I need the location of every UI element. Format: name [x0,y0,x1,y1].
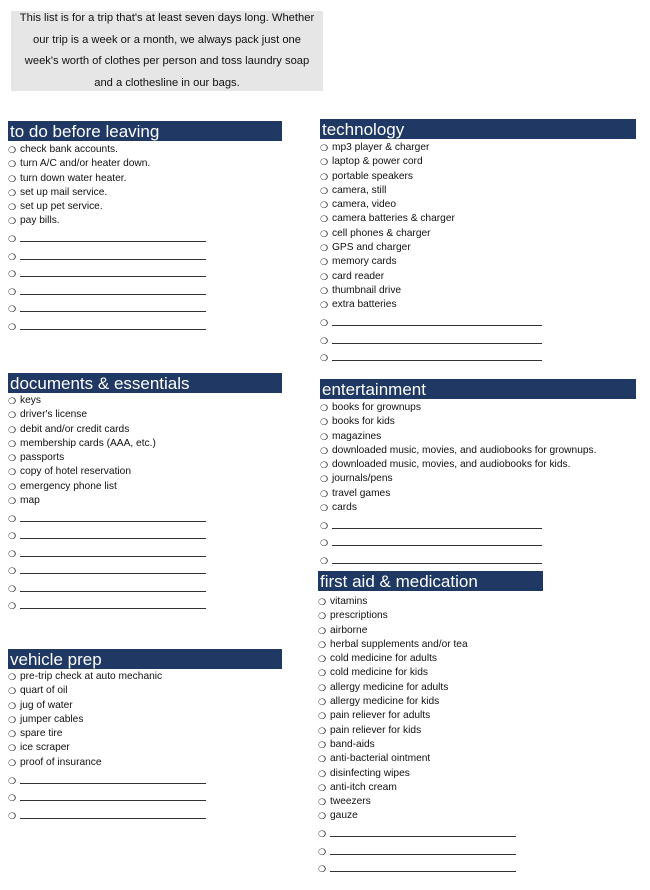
checkbox-circle-icon[interactable]: ❍ [8,583,17,594]
checkbox-circle-icon[interactable]: ❍ [8,396,17,406]
checkbox-circle-icon[interactable]: ❍ [318,846,327,857]
blank-checklist-item[interactable] [8,264,282,282]
section-entertainment [320,379,636,568]
checklist-item-label: travel games [332,487,391,499]
checklist-item-label: cold medicine for adults [330,653,438,665]
blank-checklist-item[interactable] [8,281,282,299]
checklist-item-label: herbal supplements and/or tea [330,638,468,650]
write-in-line[interactable] [20,608,206,609]
checkbox-circle-icon[interactable]: ❍ [318,697,327,708]
checkbox-circle-icon[interactable]: ❍ [8,531,17,542]
checklist-item[interactable] [320,472,636,486]
checklist-item[interactable] [318,695,543,709]
write-in-line[interactable] [20,259,206,260]
checkbox-circle-icon[interactable]: ❍ [318,768,327,779]
checkbox-circle-icon[interactable]: ❍ [320,417,329,428]
intro-box [11,11,323,91]
checklist-item[interactable] [8,494,282,508]
checkbox-circle-icon[interactable]: ❍ [320,431,329,442]
checkbox-circle-icon[interactable]: ❍ [8,234,17,245]
checkbox-circle-icon[interactable]: ❍ [8,793,17,804]
checkbox-circle-icon[interactable]: ❍ [8,187,17,198]
blank-checklist-item[interactable] [8,246,282,264]
blank-checklist-item[interactable] [8,543,282,561]
blank-checklist-item[interactable] [320,313,636,331]
checklist-item-label: copy of hotel reservation [20,466,131,478]
blank-checklist-item[interactable] [318,859,543,877]
checklist-item-label: turn down water heater. [20,172,127,184]
checklist-item-label: set up mail service. [20,186,108,198]
blank-checklist-item[interactable] [8,526,282,544]
checklist-item-label: downloaded music, movies, and audiobooks for grownups. [332,444,597,456]
checkbox-circle-icon[interactable]: ❍ [318,711,327,722]
checkbox-circle-icon[interactable]: ❍ [318,625,327,636]
write-in-line[interactable] [20,521,206,522]
checkbox-circle-icon[interactable]: ❍ [8,496,17,507]
checkbox-circle-icon[interactable]: ❍ [318,864,327,875]
checklist-item[interactable] [318,752,543,766]
checkbox-circle-icon[interactable]: ❍ [8,601,17,612]
checklist-item[interactable] [8,394,282,408]
checklist-item[interactable] [8,465,282,479]
checklist-item-label: spare tire [20,728,63,740]
checklist-item[interactable] [8,741,282,755]
blank-checklist-item[interactable] [8,508,282,526]
checklist-item[interactable] [318,738,543,752]
section-documents [8,373,282,613]
checklist [320,401,636,568]
write-in-line[interactable] [20,783,206,784]
checklist-item[interactable] [320,430,636,444]
checkbox-circle-icon[interactable]: ❍ [320,403,329,413]
section-title: documents & essentials [8,373,282,393]
write-in-line[interactable] [20,276,206,277]
checkbox-circle-icon[interactable]: ❍ [318,811,327,822]
checkbox-circle-icon[interactable]: ❍ [318,639,327,650]
checkbox-circle-icon[interactable]: ❍ [320,474,329,485]
checklist-item-label: portable speakers [332,170,413,182]
checklist-item[interactable] [320,444,636,458]
checklist-item[interactable] [320,227,636,241]
blank-checklist-item[interactable] [8,299,282,317]
checklist-item[interactable] [318,652,543,666]
blank-checklist-item[interactable] [318,841,543,859]
checkbox-circle-icon[interactable]: ❍ [318,754,327,765]
checklist-item-label: pain reliever for adults [330,710,431,722]
checklist-item[interactable] [8,172,282,186]
checklist-item[interactable] [320,487,636,501]
write-in-line[interactable] [330,854,516,855]
checklist-item[interactable] [318,767,543,781]
checklist-item-label: camera, video [332,199,396,211]
checkbox-circle-icon[interactable]: ❍ [8,216,17,227]
write-in-line[interactable] [332,563,542,564]
checklist-item[interactable] [318,781,543,795]
checklist-item[interactable] [8,756,282,770]
checklist-item-label: band-aids [330,738,375,750]
write-in-line[interactable] [330,836,516,837]
checklist-item-label: debit and/or credit cards [20,423,130,435]
checklist-item[interactable] [8,408,282,422]
checkbox-circle-icon[interactable]: ❍ [320,143,329,153]
checkbox-circle-icon[interactable]: ❍ [320,353,329,364]
checkbox-circle-icon[interactable]: ❍ [8,700,17,711]
checkbox-circle-icon[interactable]: ❍ [8,251,17,262]
blank-checklist-item[interactable] [8,229,282,247]
blank-checklist-item[interactable] [8,596,282,614]
checkbox-circle-icon[interactable]: ❍ [320,503,329,514]
checkbox-circle-icon[interactable]: ❍ [318,611,327,622]
checklist-item[interactable] [320,458,636,472]
write-in-line[interactable] [332,528,542,529]
section-first-aid [318,571,543,876]
checklist-item-label: magazines [332,430,382,442]
section-title: to do before leaving [8,121,282,141]
checklist [8,670,282,823]
checklist-item[interactable] [318,595,543,609]
checklist-item-label: books for grownups [332,402,421,413]
checklist-item-label: pain reliever for kids [330,724,422,736]
checkbox-circle-icon[interactable]: ❍ [8,775,17,786]
checkbox-circle-icon[interactable]: ❍ [318,829,327,840]
checklist-item-label: jug of water [20,699,73,711]
checklist-item-label: thumbnail drive [332,284,402,296]
checklist-item-label: laptop & power cord [332,156,423,168]
checkbox-circle-icon[interactable]: ❍ [8,159,17,170]
checkbox-circle-icon[interactable]: ❍ [8,304,17,315]
checklist-item[interactable] [8,437,282,451]
write-in-line[interactable] [20,556,206,557]
checklist-item[interactable] [318,795,543,809]
checklist-item-label: cold medicine for kids [330,667,428,679]
checklist-item-label: disinfecting wipes [330,767,410,779]
checklist-item[interactable] [8,670,282,684]
checkbox-circle-icon[interactable]: ❍ [8,269,17,280]
checklist-item[interactable] [318,638,543,652]
section-technology [320,119,636,365]
checkbox-circle-icon[interactable]: ❍ [8,453,17,464]
write-in-line[interactable] [20,241,206,242]
checklist-item[interactable] [320,415,636,429]
checklist [320,141,636,365]
checkbox-circle-icon[interactable]: ❍ [320,200,329,211]
write-in-line[interactable] [20,800,206,801]
section-title: first aid & medication [318,571,543,591]
blank-checklist-item[interactable] [8,788,282,806]
checklist-item[interactable] [8,423,282,437]
checkbox-circle-icon[interactable]: ❍ [318,782,327,793]
write-in-line[interactable] [20,294,206,295]
blank-checklist-item[interactable] [320,550,636,568]
checklist-item[interactable] [320,270,636,284]
checklist-item[interactable] [320,284,636,298]
checkbox-circle-icon[interactable]: ❍ [320,488,329,499]
checkbox-circle-icon[interactable]: ❍ [320,214,329,225]
checklist-item[interactable] [8,214,282,228]
blank-checklist-item[interactable] [8,770,282,788]
checklist-item-label: driver's license [20,409,88,421]
checklist-item[interactable] [320,155,636,169]
checkbox-circle-icon[interactable]: ❍ [318,682,327,693]
checklist-item-label: membership cards (AAA, etc.) [20,437,156,449]
checkbox-circle-icon[interactable]: ❍ [8,729,17,740]
write-in-line[interactable] [20,329,206,330]
checklist-item-label: set up pet service. [20,201,103,213]
checkbox-circle-icon[interactable]: ❍ [8,173,17,184]
checklist-item-label: proof of insurance [20,756,102,768]
checklist-item-label: airborne [330,624,368,636]
checklist-item-label: anti-itch cream [330,781,397,793]
checkbox-circle-icon[interactable]: ❍ [320,285,329,296]
checklist-item-label: extra batteries [332,299,397,311]
write-in-line[interactable] [332,325,542,326]
checkbox-circle-icon[interactable]: ❍ [8,757,17,768]
checklist-item-label: passports [20,452,65,464]
blank-checklist-item[interactable] [320,348,636,366]
checklist-item[interactable] [318,609,543,623]
checkbox-circle-icon[interactable]: ❍ [318,797,327,808]
checkbox-circle-icon[interactable]: ❍ [320,257,329,268]
checklist-item[interactable] [318,724,543,738]
checklist-item-label: pay bills. [20,215,60,227]
section-to-do [8,121,282,334]
checkbox-circle-icon[interactable]: ❍ [320,520,329,531]
checklist-item-label: emergency phone list [20,480,117,492]
checklist-item[interactable] [8,684,282,698]
checklist-item-label: cell phones & charger [332,227,431,239]
checklist-item-label: camera batteries & charger [332,213,455,225]
checkbox-circle-icon[interactable]: ❍ [8,714,17,725]
checklist-item-label: cards [332,502,357,514]
checklist-item[interactable] [8,699,282,713]
checklist-item[interactable] [320,170,636,184]
checklist-item[interactable] [320,298,636,312]
checklist-item[interactable] [320,255,636,269]
blank-checklist-item[interactable] [8,805,282,823]
checklist-item[interactable] [8,143,282,157]
checkbox-circle-icon[interactable]: ❍ [8,410,17,421]
checklist-item[interactable] [320,198,636,212]
checklist-item[interactable] [8,200,282,214]
checklist-item-label: map [20,495,40,507]
checkbox-circle-icon[interactable]: ❍ [320,538,329,549]
checklist-item-label: allergy medicine for kids [330,696,440,708]
checkbox-circle-icon[interactable]: ❍ [8,481,17,492]
checklist-item-label: vitamins [330,596,368,607]
checkbox-circle-icon[interactable]: ❍ [8,686,17,697]
checklist-item-label: memory cards [332,256,397,268]
checklist-item-label: downloaded music, movies, and audiobooks for kids. [332,459,571,471]
checkbox-circle-icon[interactable]: ❍ [318,597,327,607]
checklist-item-label: card reader [332,270,385,282]
checklist-item-label: journals/pens [332,473,393,485]
blank-checklist-item[interactable] [320,330,636,348]
section-vehicle-prep [8,649,282,823]
section-title: vehicle prep [8,649,282,669]
checkbox-circle-icon[interactable]: ❍ [320,300,329,311]
checkbox-circle-icon[interactable]: ❍ [318,654,327,665]
checklist-item[interactable] [318,809,543,823]
checkbox-circle-icon[interactable]: ❍ [8,286,17,297]
checklist [318,595,543,876]
checkbox-circle-icon[interactable]: ❍ [8,438,17,449]
checkbox-circle-icon[interactable]: ❍ [320,460,329,471]
checklist-item[interactable] [318,709,543,723]
checklist-item-label: anti-bacterial ointment [330,753,431,765]
blank-checklist-item[interactable] [8,561,282,579]
write-in-line[interactable] [20,311,206,312]
checklist-item-label: ice scraper [20,742,70,754]
checklist-item[interactable] [320,401,636,415]
checklist-item-label: gauze [330,810,358,822]
write-in-line[interactable] [20,591,206,592]
checklist-item[interactable] [318,666,543,680]
checklist [8,143,282,334]
checklist-item-label: mp3 player & charger [332,142,430,153]
blank-checklist-item[interactable] [8,578,282,596]
write-in-line[interactable] [332,343,542,344]
checkbox-circle-icon[interactable]: ❍ [320,185,329,196]
write-in-line[interactable] [332,360,542,361]
checklist-item-label: turn A/C and/or heater down. [20,158,151,170]
checklist-item[interactable] [318,624,543,638]
checklist-item-label: keys [20,395,41,406]
checkbox-circle-icon[interactable]: ❍ [320,271,329,282]
write-in-line[interactable] [20,573,206,574]
checklist-item[interactable] [320,501,636,515]
checklist-item-label: quart of oil [20,685,68,697]
checklist-item[interactable] [8,186,282,200]
checkbox-circle-icon[interactable]: ❍ [320,555,329,566]
checklist-item-label: check bank accounts. [20,144,118,155]
checklist [8,394,282,613]
checklist-item[interactable] [8,480,282,494]
checkbox-circle-icon[interactable]: ❍ [320,445,329,456]
checkbox-circle-icon[interactable]: ❍ [318,725,327,736]
checklist-item-label: pre-trip check at auto mechanic [20,671,163,682]
write-in-line[interactable] [330,871,516,872]
checklist-item-label: allergy medicine for adults [330,681,449,693]
section-title: technology [320,119,636,139]
checklist-item-label: tweezers [330,796,371,808]
checkbox-circle-icon[interactable]: ❍ [320,157,329,168]
write-in-line[interactable] [20,538,206,539]
checkbox-circle-icon[interactable]: ❍ [8,672,17,682]
checkbox-circle-icon[interactable]: ❍ [8,743,17,754]
intro-text: This list is for a trip that's at least seven days long. Whether our trip is a week or a month, we always pack just one week's worth of clothes per person and toss laundry soap and a clothesline in our bags. [19,12,315,89]
write-in-line[interactable] [332,545,542,546]
checklist-item-label: books for kids [332,416,395,428]
checklist-item[interactable] [320,141,636,155]
checkbox-circle-icon[interactable]: ❍ [320,243,329,254]
blank-checklist-item[interactable] [8,316,282,334]
checkbox-circle-icon[interactable]: ❍ [320,228,329,239]
checklist-item[interactable] [8,727,282,741]
checklist-item[interactable] [8,451,282,465]
checklist-item-label: prescriptions [330,610,388,622]
checkbox-circle-icon[interactable]: ❍ [320,335,329,346]
checkbox-circle-icon[interactable]: ❍ [8,424,17,435]
checklist-item-label: GPS and charger [332,242,411,254]
checkbox-circle-icon[interactable]: ❍ [318,668,327,679]
checklist-item[interactable] [320,184,636,198]
checkbox-circle-icon[interactable]: ❍ [8,810,17,821]
write-in-line[interactable] [20,818,206,819]
checklist-item-label: jumper cables [20,713,84,725]
checklist-item[interactable] [318,681,543,695]
blank-checklist-item[interactable] [320,515,636,533]
checklist-item-label: camera, still [332,184,387,196]
checkbox-circle-icon[interactable]: ❍ [8,202,17,213]
section-title: entertainment [320,379,636,399]
checkbox-circle-icon[interactable]: ❍ [8,321,17,332]
checklist-item[interactable] [8,157,282,171]
checkbox-circle-icon[interactable]: ❍ [318,739,327,750]
blank-checklist-item[interactable] [320,533,636,551]
checklist-item[interactable] [320,212,636,226]
checkbox-circle-icon[interactable]: ❍ [320,171,329,182]
checkbox-circle-icon[interactable]: ❍ [320,318,329,329]
checkbox-circle-icon[interactable]: ❍ [8,145,17,155]
checkbox-circle-icon[interactable]: ❍ [8,548,17,559]
blank-checklist-item[interactable] [318,824,543,842]
checkbox-circle-icon[interactable]: ❍ [8,467,17,478]
checkbox-circle-icon[interactable]: ❍ [8,513,17,524]
checklist-item[interactable] [8,713,282,727]
checkbox-circle-icon[interactable]: ❍ [8,566,17,577]
checklist-item[interactable] [320,241,636,255]
